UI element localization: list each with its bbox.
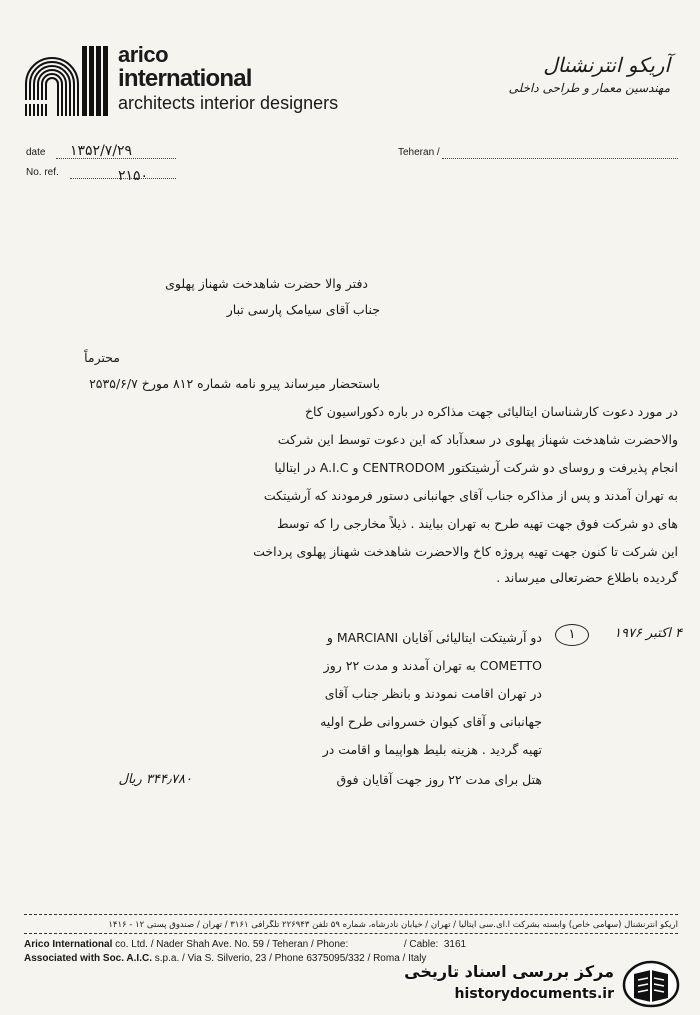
archive-watermark	[404, 958, 690, 1008]
item-number-circle: ۱	[555, 624, 589, 646]
ref-value: ۲۱۵۰	[118, 168, 149, 184]
persian-company-subtitle: مهندسین معمار و طراحی داخلی	[508, 81, 670, 95]
letter-line-8: گردیده باطلاع حضرتعالی میرساند .	[496, 570, 678, 585]
tehran-label: Teheran /	[398, 147, 440, 158]
letter-line-2: در مورد دعوت کارشناسان ایتالیائی جهت مذاکره در باره دکوراسیون کاخ	[304, 404, 678, 419]
item-line-2: COMETTO به تهران آمدند و مدت ۲۲ روز	[323, 658, 542, 673]
date-label: date	[26, 147, 46, 158]
item-amount: ۳۴۴٫۷۸۰ ریال	[118, 772, 192, 787]
brand-wordmark	[118, 44, 338, 114]
watermark-url: historydocuments.ir	[454, 986, 614, 1002]
letter-line-7: این شرکت تا کنون جهت تهیه پروژه کاخ والاحضرت شاهدخت شهناز پهلوی پرداخت	[253, 544, 678, 559]
footer-rule-bottom	[24, 933, 678, 934]
brand-name-line1: arico	[118, 42, 169, 67]
addressee-line-2: جناب آقای سیامک پارسی تبار	[226, 302, 380, 317]
arico-logo-icon	[22, 44, 108, 118]
footer-address-text-2: s.p.a. / Via S. Silverio, 23 / Phone 6375095/332 / Roma / Italy	[152, 953, 427, 964]
footer-company-name: Arico International	[24, 939, 113, 950]
item-line-3: در تهران اقامت نمودند و بانظر جناب آقای	[324, 686, 542, 701]
letter-line-6: های دو شرکت فوق جهت تهیه طرح به تهران بیایند . ذیلاً مخارجی را که توسط	[276, 516, 678, 531]
addressee-line-1: دفتر والا حضرت شاهدخت شهناز پهلوی	[165, 276, 368, 291]
ref-label: No. ref.	[26, 167, 59, 178]
footer-associate-name: Associated with Soc. A.I.C.	[24, 953, 152, 964]
item-line-5: تهیه گردید . هزینه بلیط هواپیما و اقامت در	[322, 742, 542, 757]
letter-line-3: والاحضرت شاهدخت شهناز پهلوی در سعدآباد که این دعوت توسط این شرکت	[277, 432, 678, 447]
archive-logo-icon	[620, 958, 682, 1008]
item-date: ۴ اکتبر ۱۹۷۶	[613, 626, 682, 641]
persian-company-name: آریکو انترنشنال	[543, 53, 670, 77]
item-line-4: جهانبانی و آقای کیوان خسروانی طرح اولیه	[320, 714, 542, 729]
watermark-title: مرکز بررسی اسناد تاریخی	[404, 962, 614, 981]
item-line-6: هتل برای مدت ۲۲ روز جهت آقایان فوق	[336, 772, 542, 787]
letter-line-1: باستحضار میرساند پیرو نامه شماره ۸۱۲ مورخ ۲۵۳۵/۶/۷	[89, 376, 380, 391]
tehran-dotted-line	[442, 158, 678, 159]
persian-letterhead	[480, 52, 670, 98]
footer-rule-top	[24, 914, 678, 915]
footer-address-line-1	[24, 939, 466, 950]
letter-line-5: به تهران آمدند و پس از مذاکره جناب آقای جهانبانی دستور فرمودند که آرشیتکت	[263, 488, 678, 503]
item-line-1: دو آرشیتکت ایتالیائی آقایان MARCIANI و	[326, 630, 542, 645]
footer-address-text-1: co. Ltd. / Nader Shah Ave. No. 59 / Teheran / Phone: / Cable: 3161	[112, 939, 467, 950]
salutation: محترماً	[84, 350, 120, 365]
brand-tagline: architects interior designers	[118, 93, 339, 113]
brand-name-line2: international	[118, 65, 252, 92]
date-value: ۱۳۵۲/۷/۲۹	[70, 143, 133, 159]
footer-persian-address: آریکو انترنشنال (سهامی خاص) وابسته بشرکت ا.آی.سی ایتالیا / تهران / خیابان نادرشاه، شماره ۵۹ تلفن ۲۲۶۹۴۳ تلگرافی ۳۱۶۱ / تهران / صندوق پستی ۱۲ - ۱۴۱۶	[108, 920, 678, 930]
letter-line-4: انجام پذیرفت و روسای دو شرکت آرشیتکتور CENTRODOM و A.I.C در ایتالیا	[274, 460, 678, 475]
footer-address-line-2	[24, 953, 426, 964]
